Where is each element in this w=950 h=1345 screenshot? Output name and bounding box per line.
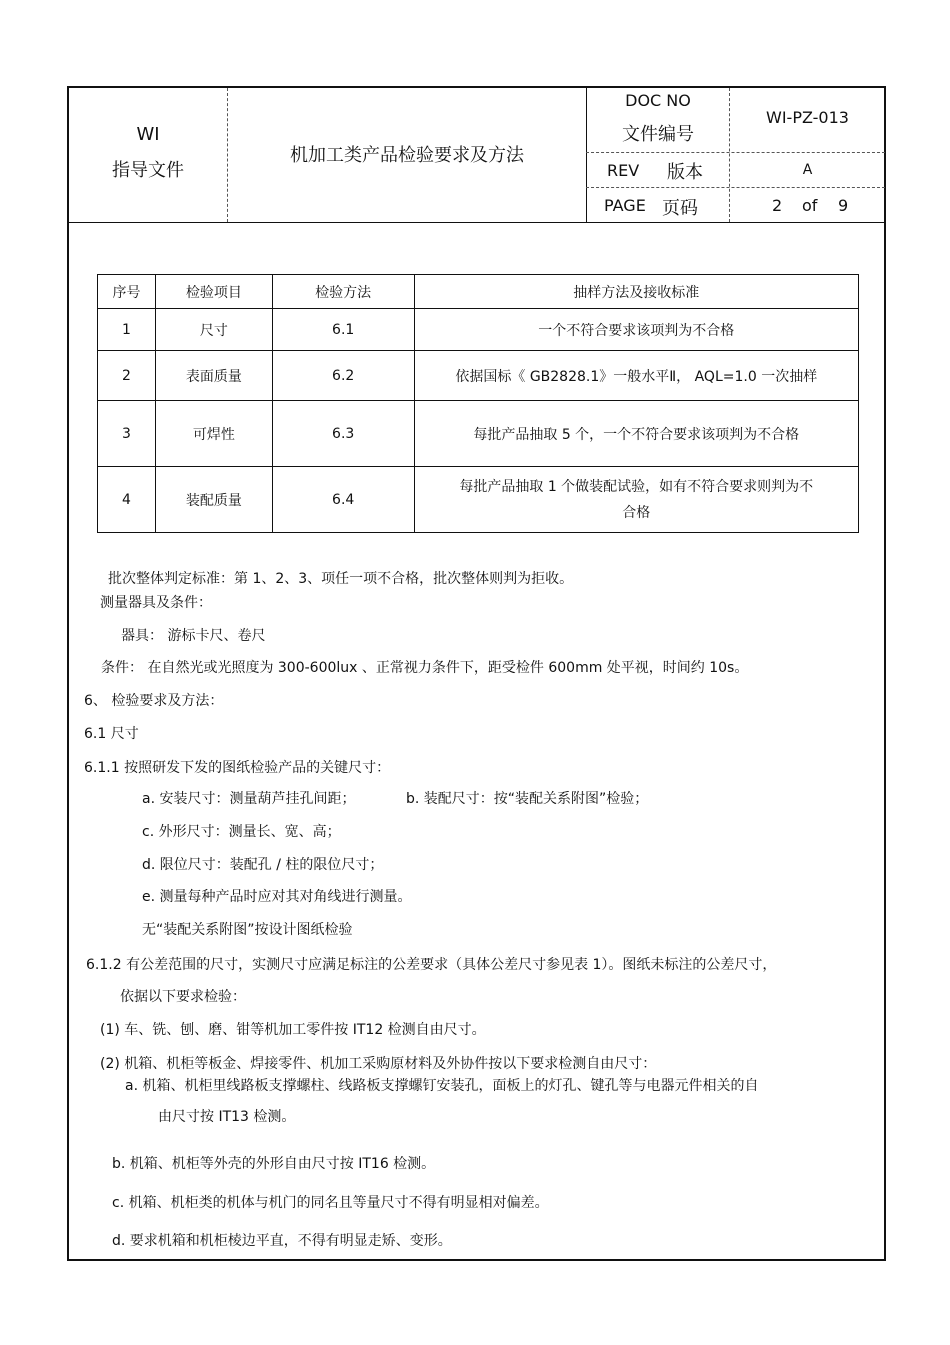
header-item: 检验项目 bbox=[155, 275, 272, 309]
point-2d: d. 要求机箱和机柜棱边平直，不得有明显走矫、变形。 bbox=[112, 1233, 452, 1249]
row-standard: 每批产品抽取 5 个，一个不符合要求该项判为不合格 bbox=[414, 401, 858, 467]
row-method: 6.2 bbox=[272, 351, 414, 401]
row-no: 3 bbox=[98, 401, 156, 467]
conditions-line: 条件： 在自然光或光照度为 300-600lux 、正常视力条件下，距受检件 600mm 处平视，时间约 10s。 bbox=[101, 660, 749, 676]
section-6-heading: 6、 检验要求及方法： bbox=[84, 693, 224, 709]
table-row bbox=[98, 401, 859, 467]
wi-label: WI bbox=[136, 124, 160, 145]
no-drawing-note: 无“装配关系附图”按设计图纸检验 bbox=[142, 922, 353, 938]
doc-no-label-cn: 文件编号 bbox=[622, 124, 694, 145]
row-standard: 依据国标《 GB2828.1》一般水平Ⅱ， AQL=1.0 一次抽样 bbox=[414, 351, 858, 401]
row-item: 尺寸 bbox=[155, 309, 272, 351]
rev-label-en: REV bbox=[607, 161, 640, 180]
header-method: 检验方法 bbox=[272, 275, 414, 309]
table-row bbox=[98, 467, 859, 533]
point-2c: c. 机箱、机柜类的机体与机门的同名且等量尺寸不得有明显相对偏差。 bbox=[112, 1195, 549, 1211]
tools-line: 器具： 游标卡尺、卷尺 bbox=[121, 628, 266, 644]
rev-value: A bbox=[802, 162, 813, 178]
header-no: 序号 bbox=[98, 275, 156, 309]
point-2a-line1: a. 机箱、机柜里线路板支撑螺柱、线路板支撑螺钉安装孔，面板上的灯孔、键孔等与电器元件相关的自 bbox=[125, 1078, 759, 1094]
section-6-1-heading: 6.1 尺寸 bbox=[84, 726, 139, 742]
section-6-1-2-line2: 依据以下要求检验： bbox=[120, 989, 246, 1005]
page-label-cn: 页码 bbox=[662, 198, 698, 219]
batch-rule: 批次整体判定标准：第 1、2、3、项任一项不合格，批次整体则判为拒收。 bbox=[108, 571, 574, 587]
row-standard-line2: 合格 bbox=[622, 504, 651, 521]
row-no: 2 bbox=[98, 351, 156, 401]
row-method: 6.1 bbox=[272, 309, 414, 351]
tools-title: 测量器具及条件： bbox=[100, 595, 212, 611]
page-current: 2 bbox=[772, 196, 783, 215]
page-of: of bbox=[802, 196, 818, 215]
row-item: 表面质量 bbox=[155, 351, 272, 401]
guide-doc-label: 指导文件 bbox=[112, 160, 184, 181]
page-label-en: PAGE bbox=[604, 196, 646, 215]
row-item: 可焊性 bbox=[155, 401, 272, 467]
row-method: 6.3 bbox=[272, 401, 414, 467]
header-standard: 抽样方法及接收标准 bbox=[414, 275, 858, 309]
table-row bbox=[98, 309, 859, 351]
document-title: 机加工类产品检验要求及方法 bbox=[290, 145, 524, 166]
row-standard: 一个不符合要求该项判为不合格 bbox=[414, 309, 858, 351]
doc-no-value: WI-PZ-013 bbox=[766, 108, 849, 127]
point-1: (1) 车、铣、刨、磨、钳等机加工零件按 IT12 检测自由尺寸。 bbox=[100, 1022, 486, 1038]
row-no: 4 bbox=[98, 467, 156, 533]
point-2a-line2: 由尺寸按 IT13 检测。 bbox=[158, 1109, 296, 1125]
item-c: c. 外形尺寸：测量长、宽、高； bbox=[142, 824, 341, 840]
point-2b: b. 机箱、机柜等外壳的外形自由尺寸按 IT16 检测。 bbox=[112, 1156, 436, 1172]
table-header-row bbox=[98, 275, 859, 309]
row-standard-line1: 每批产品抽取 1 个做装配试验，如有不符合要求则判为不 bbox=[459, 478, 814, 495]
section-6-1-2-line1: 6.1.2 有公差范围的尺寸，实测尺寸应满足标注的公差要求（具体公差尺寸参见表 1）。图纸未标注的公差尺寸， bbox=[86, 957, 777, 973]
table-row bbox=[98, 351, 859, 401]
doc-no-label-en: DOC NO bbox=[625, 91, 691, 110]
header-row-rule-1 bbox=[586, 152, 885, 153]
row-item: 装配质量 bbox=[155, 467, 272, 533]
rev-label-cn: 版本 bbox=[667, 162, 703, 183]
row-no: 1 bbox=[98, 309, 156, 351]
item-d: d. 限位尺寸：装配孔 / 柱的限位尺寸； bbox=[142, 857, 384, 873]
section-6-1-1-heading: 6.1.1 按照研发下发的图纸检验产品的关键尺寸： bbox=[84, 760, 391, 776]
page-total: 9 bbox=[838, 196, 849, 215]
item-e: e. 测量每种产品时应对其对角线进行测量。 bbox=[142, 889, 412, 905]
item-a: a. 安装尺寸：测量葫芦挂孔间距； bbox=[142, 791, 356, 807]
row-method: 6.4 bbox=[272, 467, 414, 533]
row-standard bbox=[414, 467, 858, 533]
header-bottom-rule bbox=[67, 222, 886, 223]
inspection-table bbox=[97, 274, 859, 533]
header-row-rule-2 bbox=[586, 187, 885, 188]
item-b: b. 装配尺寸：按“装配关系附图”检验； bbox=[406, 791, 649, 807]
point-2: (2) 机箱、机柜等板金、焊接零件、机加工采购原材料及外协件按以下要求检测自由尺寸： bbox=[100, 1056, 657, 1072]
